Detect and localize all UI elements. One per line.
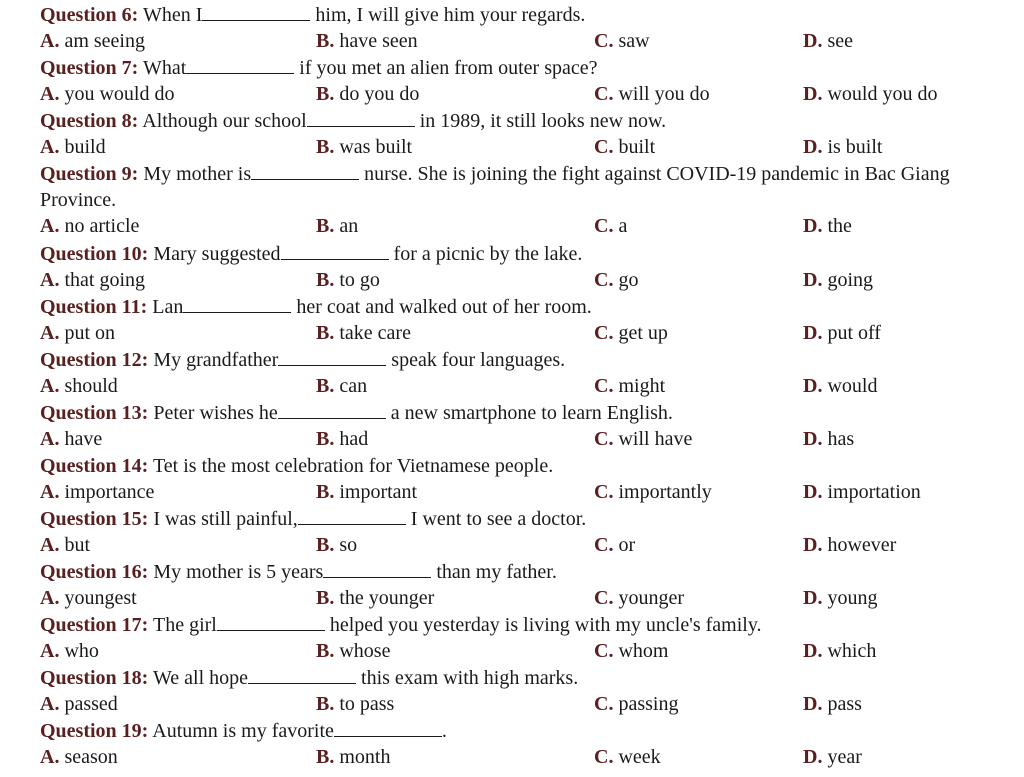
option-letter: B. — [316, 746, 335, 768]
question-text-after: nurse. She is joining the fight against COVID-19 pandemic in Bac Giang Province. — [40, 163, 950, 211]
option-letter: A. — [40, 215, 60, 237]
option-text: youngest — [59, 587, 137, 609]
question-text-after: a new smartphone to learn English. — [390, 402, 673, 424]
question-text-after: in 1989, it still looks new now. — [419, 110, 667, 132]
option-letter: D. — [803, 693, 823, 715]
option-text: important — [334, 481, 418, 503]
option-letter: D. — [803, 30, 823, 52]
question-text-before: Lan — [152, 296, 184, 318]
question-stem — [40, 347, 1020, 373]
answer-option-c[interactable] — [594, 320, 668, 346]
question-label: Question 17: — [40, 614, 149, 636]
answer-options — [0, 691, 1024, 717]
answer-option-b[interactable] — [316, 81, 419, 107]
question-label: Question 10: — [40, 243, 149, 265]
option-text: can — [334, 375, 368, 397]
question-label: Question 15: — [40, 508, 149, 530]
question-text-before: My mother is — [143, 163, 252, 185]
answer-option-c[interactable] — [594, 28, 650, 54]
option-letter: A. — [40, 375, 60, 397]
option-letter: A. — [40, 322, 60, 344]
answer-option-a[interactable] — [40, 479, 154, 505]
option-text: had — [334, 428, 369, 450]
option-letter: A. — [40, 136, 60, 158]
answer-option-a[interactable] — [40, 638, 99, 664]
answer-option-c[interactable] — [594, 213, 627, 239]
option-text: importation — [822, 481, 921, 503]
question-text-after: for a picnic by the lake. — [393, 243, 583, 265]
answer-blank — [334, 718, 442, 737]
answer-option-c[interactable] — [594, 373, 665, 399]
answer-option-d[interactable] — [803, 81, 937, 107]
question-stem — [40, 559, 1020, 585]
option-text: however — [822, 534, 897, 556]
option-letter: D. — [803, 481, 823, 503]
option-text: go — [613, 269, 639, 291]
option-letter: D. — [803, 375, 823, 397]
question-text-before: We all hope — [152, 667, 249, 689]
question-text-before: Although our school — [142, 110, 307, 132]
option-text: get up — [613, 322, 668, 344]
answer-option-d[interactable] — [803, 373, 877, 399]
question-text-after: her coat and walked out of her room. — [296, 296, 592, 318]
answer-option-d[interactable] — [803, 691, 862, 717]
option-letter: A. — [40, 746, 60, 768]
question-text-before: When I — [142, 4, 203, 26]
question-text-after: . — [441, 720, 447, 742]
answer-option-a[interactable] — [40, 691, 118, 717]
option-text: that going — [59, 269, 145, 291]
question-text-before: Peter wishes he — [153, 402, 278, 424]
question-text-after: than my father. — [436, 561, 557, 583]
answer-blank — [278, 400, 386, 419]
answer-options — [0, 213, 1024, 239]
option-text: built — [613, 136, 656, 158]
answer-option-b[interactable] — [316, 479, 417, 505]
option-letter: B. — [316, 30, 335, 52]
answer-option-c[interactable] — [594, 267, 638, 293]
option-text: importantly — [613, 481, 712, 503]
option-letter: B. — [316, 428, 335, 450]
option-letter: A. — [40, 30, 60, 52]
answer-option-a[interactable] — [40, 320, 115, 346]
option-text: an — [334, 215, 359, 237]
option-letter: C. — [594, 215, 614, 237]
question-label: Question 7: — [40, 57, 139, 79]
answer-option-d[interactable] — [803, 426, 854, 452]
question-stem — [40, 241, 1020, 267]
answer-blank — [202, 2, 310, 21]
option-letter: B. — [316, 136, 335, 158]
option-text: will you do — [613, 83, 710, 105]
option-letter: D. — [803, 746, 823, 768]
option-text: week — [613, 746, 661, 768]
answer-option-a[interactable] — [40, 28, 145, 54]
answer-option-c[interactable] — [594, 134, 655, 160]
answer-option-b[interactable] — [316, 638, 390, 664]
answer-option-b[interactable] — [316, 28, 418, 54]
answer-options — [0, 320, 1024, 346]
option-text: passing — [613, 693, 679, 715]
option-letter: B. — [316, 322, 335, 344]
question-text-after: I went to see a doctor. — [410, 508, 587, 530]
question-label: Question 9: — [40, 163, 139, 185]
option-letter: B. — [316, 269, 335, 291]
answer-option-a[interactable] — [40, 134, 106, 160]
question-stem — [40, 55, 1020, 81]
question-text-after: if you met an alien from outer space? — [299, 57, 598, 79]
option-letter: A. — [40, 481, 60, 503]
option-text: a — [613, 215, 628, 237]
answer-option-d[interactable] — [803, 213, 852, 239]
option-letter: B. — [316, 693, 335, 715]
question-stem — [40, 506, 1020, 532]
option-letter: A. — [40, 587, 60, 609]
option-text: put off — [822, 322, 881, 344]
question-stem — [40, 400, 1020, 426]
question-label: Question 12: — [40, 349, 149, 371]
option-letter: C. — [594, 534, 614, 556]
option-letter: C. — [594, 322, 614, 344]
answer-option-a[interactable] — [40, 585, 137, 611]
option-letter: D. — [803, 269, 823, 291]
option-text: has — [822, 428, 855, 450]
option-letter: A. — [40, 428, 60, 450]
answer-option-b[interactable] — [316, 585, 434, 611]
option-letter: C. — [594, 30, 614, 52]
question-label: Question 14: — [40, 455, 149, 477]
option-text: young — [822, 587, 878, 609]
answer-options — [0, 585, 1024, 611]
option-text: who — [59, 640, 99, 662]
option-text: so — [334, 534, 358, 556]
answer-options — [0, 81, 1024, 107]
question-text-after: speak four languages. — [391, 349, 566, 371]
answer-option-a[interactable] — [40, 81, 174, 107]
question-stem — [40, 612, 1020, 638]
question-text-before: Tet is the most celebration for Vietnamese people. — [152, 455, 554, 477]
answer-blank — [248, 665, 356, 684]
option-letter: B. — [316, 83, 335, 105]
question-stem — [40, 718, 1020, 744]
option-text: younger — [613, 587, 684, 609]
answer-option-d[interactable] — [803, 267, 873, 293]
question-text-before: My grandfather — [153, 349, 279, 371]
question-label: Question 18: — [40, 667, 149, 689]
option-text: have seen — [334, 30, 418, 52]
option-text: have — [59, 428, 103, 450]
answer-option-a[interactable] — [40, 213, 139, 239]
answer-options — [0, 28, 1024, 54]
option-text: season — [59, 746, 118, 768]
option-letter: B. — [316, 587, 335, 609]
option-letter: D. — [803, 83, 823, 105]
option-letter: B. — [316, 640, 335, 662]
option-text: should — [59, 375, 118, 397]
answer-option-b[interactable] — [316, 134, 412, 160]
option-text: build — [59, 136, 106, 158]
answer-option-d[interactable] — [803, 479, 921, 505]
option-text: was built — [334, 136, 413, 158]
answer-options — [0, 426, 1024, 452]
option-text: year — [822, 746, 862, 768]
answer-option-b[interactable] — [316, 691, 394, 717]
option-letter: D. — [803, 640, 823, 662]
answer-blank — [307, 108, 415, 127]
answer-option-a[interactable] — [40, 373, 118, 399]
option-letter: D. — [803, 136, 823, 158]
option-text: whose — [334, 640, 391, 662]
option-letter: C. — [594, 640, 614, 662]
answer-option-a[interactable] — [40, 744, 118, 770]
option-text: you would do — [59, 83, 175, 105]
option-text: would — [822, 375, 878, 397]
question-label: Question 16: — [40, 561, 149, 583]
option-letter: C. — [594, 428, 614, 450]
answer-option-d[interactable] — [803, 320, 881, 346]
answer-blank — [278, 347, 386, 366]
option-text: take care — [334, 322, 411, 344]
option-text: do you do — [334, 83, 420, 105]
answer-option-c[interactable] — [594, 691, 678, 717]
option-text: whom — [613, 640, 669, 662]
question-text-before: The girl — [152, 614, 217, 636]
answer-options — [0, 373, 1024, 399]
question-text-before: My mother is 5 years — [153, 561, 324, 583]
answer-options — [0, 267, 1024, 293]
option-text: put on — [59, 322, 116, 344]
option-text: importance — [59, 481, 155, 503]
option-text: pass — [822, 693, 862, 715]
option-letter: C. — [594, 83, 614, 105]
question-stem — [40, 2, 1020, 28]
option-text: passed — [59, 693, 118, 715]
answer-option-c[interactable] — [594, 81, 710, 107]
option-letter: D. — [803, 428, 823, 450]
answer-options — [0, 532, 1024, 558]
question-stem — [40, 161, 1020, 213]
answer-option-d[interactable] — [803, 744, 862, 770]
question-text-before: What — [142, 57, 187, 79]
answer-option-c[interactable] — [594, 426, 692, 452]
answer-option-b[interactable] — [316, 426, 368, 452]
answer-blank — [186, 55, 294, 74]
option-letter: A. — [40, 693, 60, 715]
option-text: will have — [613, 428, 693, 450]
question-label: Question 8: — [40, 110, 139, 132]
option-letter: C. — [594, 693, 614, 715]
option-letter: C. — [594, 746, 614, 768]
option-letter: D. — [803, 534, 823, 556]
option-letter: C. — [594, 269, 614, 291]
option-text: the — [822, 215, 852, 237]
option-text: month — [334, 746, 391, 768]
option-text: but — [59, 534, 91, 556]
answer-option-b[interactable] — [316, 213, 358, 239]
question-stem — [40, 453, 1020, 479]
option-letter: C. — [594, 481, 614, 503]
answer-option-d[interactable] — [803, 532, 896, 558]
answer-option-a[interactable] — [40, 532, 90, 558]
question-text-after: this exam with high marks. — [361, 667, 579, 689]
option-letter: A. — [40, 640, 60, 662]
option-letter: D. — [803, 215, 823, 237]
answer-blank — [323, 559, 431, 578]
option-letter: A. — [40, 269, 60, 291]
answer-blank — [183, 294, 291, 313]
question-label: Question 11: — [40, 296, 148, 318]
option-text: the younger — [334, 587, 435, 609]
option-letter: A. — [40, 534, 60, 556]
option-letter: C. — [594, 375, 614, 397]
answer-blank — [281, 241, 389, 260]
option-text: see — [822, 30, 853, 52]
answer-option-c[interactable] — [594, 479, 712, 505]
answer-blank — [217, 612, 325, 631]
option-text: to pass — [334, 693, 395, 715]
question-label: Question 19: — [40, 720, 149, 742]
answer-options — [0, 638, 1024, 664]
option-letter: A. — [40, 83, 60, 105]
question-stem — [40, 108, 1020, 134]
question-text-after: him, I will give him your regards. — [315, 4, 586, 26]
answer-option-b[interactable] — [316, 267, 380, 293]
question-stem — [40, 665, 1020, 691]
answer-option-d[interactable] — [803, 28, 853, 54]
answer-option-b[interactable] — [316, 320, 411, 346]
answer-option-b[interactable] — [316, 373, 367, 399]
option-letter: B. — [316, 215, 335, 237]
option-text: to go — [334, 269, 380, 291]
answer-option-a[interactable] — [40, 426, 102, 452]
answer-option-b[interactable] — [316, 744, 390, 770]
question-text-before: Autumn is my favorite — [152, 720, 334, 742]
option-letter: C. — [594, 136, 614, 158]
answer-option-d[interactable] — [803, 134, 882, 160]
answer-options — [0, 744, 1024, 770]
option-text: which — [822, 640, 877, 662]
question-stem — [40, 294, 1020, 320]
option-letter: D. — [803, 587, 823, 609]
option-letter: B. — [316, 375, 335, 397]
question-text-before: Mary suggested — [153, 243, 281, 265]
question-label: Question 13: — [40, 402, 149, 424]
option-letter: B. — [316, 481, 335, 503]
answer-option-d[interactable] — [803, 585, 877, 611]
option-letter: C. — [594, 587, 614, 609]
answer-options — [0, 479, 1024, 505]
answer-options — [0, 134, 1024, 160]
option-text: saw — [613, 30, 650, 52]
option-text: might — [613, 375, 666, 397]
answer-blank — [298, 506, 406, 525]
option-letter: D. — [803, 322, 823, 344]
option-text: no article — [59, 215, 140, 237]
option-text: is built — [822, 136, 883, 158]
option-text: would you do — [822, 83, 938, 105]
answer-option-c[interactable] — [594, 532, 635, 558]
question-label: Question 6: — [40, 4, 139, 26]
answer-option-a[interactable] — [40, 267, 145, 293]
answer-blank — [251, 161, 359, 180]
option-text: going — [822, 269, 874, 291]
answer-option-c[interactable] — [594, 638, 668, 664]
question-text-after: helped you yesterday is living with my uncle's family. — [329, 614, 762, 636]
option-text: am seeing — [59, 30, 145, 52]
answer-option-c[interactable] — [594, 744, 661, 770]
question-text-before: I was still painful, — [153, 508, 298, 530]
option-text: or — [613, 534, 636, 556]
answer-option-d[interactable] — [803, 638, 876, 664]
answer-option-b[interactable] — [316, 532, 357, 558]
answer-option-c[interactable] — [594, 585, 684, 611]
option-letter: B. — [316, 534, 335, 556]
